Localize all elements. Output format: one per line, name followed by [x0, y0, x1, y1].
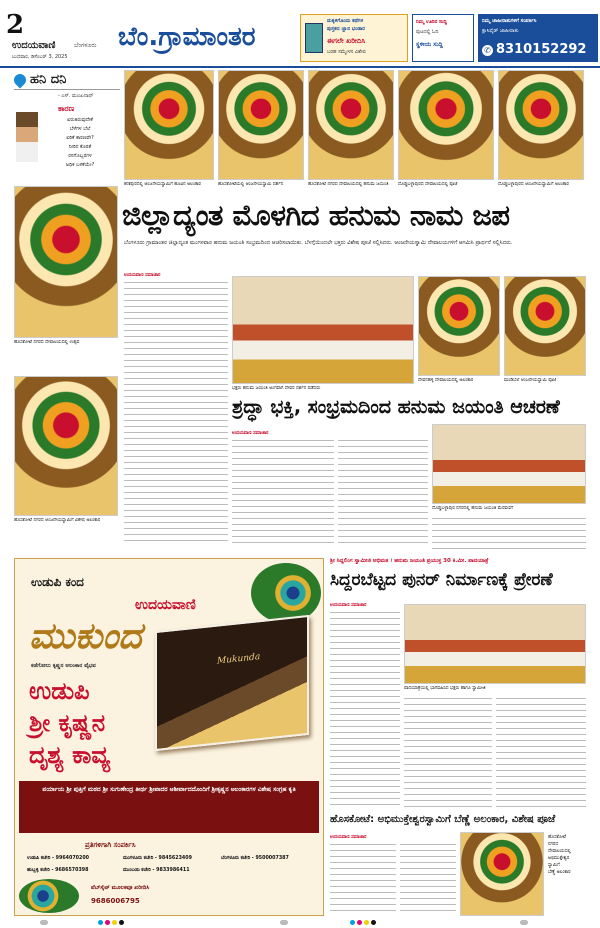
temple-photo [124, 70, 214, 180]
page-number: 2 [6, 10, 25, 40]
contact-item: ಉಡುಪಿ ಕಚೇರಿ - 9964070200 [27, 856, 90, 861]
hosakote-byline: ಉದಯವಾಣಿ ಸಮಾಚಾರ [330, 835, 367, 840]
ad-big-text: ಶ್ರೀ ಕೃಷ್ಣನ [29, 709, 106, 737]
masthead [0, 0, 600, 68]
side-caption-line: ಬೆಣ್ಣೆ ಅಲಂಕಾರ [548, 870, 571, 875]
ad-footer-phone: 9686006795 [91, 897, 140, 905]
hosakote-body [400, 842, 456, 916]
photo-caption: ದೇವನಹಳ್ಳಿ ದೇವಾಲಯದಲ್ಲಿ ಅಲಂಕಾರ [418, 378, 474, 383]
phone-icon: ✆ [482, 45, 493, 56]
ad-books-line: ಬರಹ ಸಮ್ಮೇಳನ ವಿಶೇಷ [327, 49, 366, 55]
photo-caption: ದೊಡ್ಡಬಳ್ಳಾಪುರದ ದೇವಾಲಯದಲ್ಲಿ ಪೂಜೆ [398, 182, 458, 187]
siddara-body [404, 696, 492, 810]
poem-line: ಏರುತಿರುವುದೇಕೆ [67, 117, 93, 123]
temple-photo [308, 70, 394, 180]
ad-big-text: ಉಡುಪಿ [29, 677, 90, 705]
registration-dot [98, 920, 103, 925]
column-title: ಹನಿ ದನಿ [30, 72, 67, 87]
ad-classified-line: ನಿಮ್ಮ ಜಾಹೀರಾತುಗಳಿಗೆ ಸಂಪರ್ಕಿಸಿ [482, 18, 537, 24]
second-body [432, 516, 586, 550]
hosakote-body [330, 842, 396, 916]
registration-dot [520, 920, 528, 925]
column-portrait [16, 112, 38, 162]
ad-books-line: ಮಕ್ಕಳಿಗೊಂದು ಕಥೆಗಳ [327, 18, 364, 24]
registration-dot [105, 920, 110, 925]
registration-marks [0, 918, 600, 928]
photo-caption: ಕನಕಪುರದಲ್ಲಿ ಆಂಜನೇಯಸ್ವಾಮಿಗೆ ಹೂವಿನ ಅಲಂಕಾರ [124, 182, 201, 187]
devotees-photo [232, 276, 414, 384]
second-headline: ಶ್ರದ್ಧಾ ಭಕ್ತಿ, ಸಂಭ್ರಮದಿಂದ ಹನುಮ ಜಯಂತಿ ಆಚರಣೆ [232, 396, 560, 418]
ad-books-line: ಪುಸ್ತಕದ ಜ್ಞಾನ ಭಂಡಾರ [327, 26, 365, 32]
temple-photo [498, 70, 584, 180]
ad-subtitle: ಕಡೆಗೋಲು ಕೃಷ್ಣನ ಅಲಂಕಾರ ವೈಭವ [31, 663, 96, 669]
photo-caption: ಹೊಸಕೋಟೆ ನಗರದ ಆಂಜನೇಯಸ್ವಾಮಿಗೆ ವಿಶೇಷ ಅಲಂಕಾರ [14, 518, 101, 523]
poem-line: ಬೆಳೆಗಳ ಬೆಲೆ [69, 126, 91, 132]
hosakote-headline: ಹೊಸಕೋಟೆ: ಅಭಿಮುಕ್ತೇಶ್ವರಸ್ವಾಮಿಗೆ ಬೆಣ್ಣೆ ಅಲಂಕಾರ, ವಿಶೇಷ ಪೂಜೆ [330, 814, 556, 825]
siddara-headline: ಸಿದ್ದರಬೆಟ್ಟದ ಪುನರ್ ನಿರ್ಮಾಣಕ್ಕೆ ಪ್ರೇರಣೆ [330, 570, 553, 590]
poem-line: ರಸಗೊಬ್ಬರಗಳ [68, 153, 92, 159]
drop-icon [12, 72, 29, 89]
masthead-ad-classified [478, 14, 598, 62]
second-body [232, 438, 334, 548]
procession-photo [432, 424, 586, 504]
ad-details: ಪರ್ಯಾಯ ಶ್ರೀ ಪುತ್ತಿಗೆ ಮಠದ ಶ್ರೀ ಸುಗುಣೇಂದ್ರ ತೀರ್ಥ ಶ್ರೀಪಾದರ ಆಶೀರ್ವಾದದೊಂದಿಗೆ ಶ್ರೀಕೃಷ್ಣನ ಅಲಂಕಾರಗಳ ವಿಶೇಷ ಸಂಗ್ರಹ ಕೃತಿ [42, 786, 296, 793]
column-header [14, 72, 120, 90]
contact-item: ಹುಬ್ಬಳ್ಳಿ ಕಚೇರಿ - 9686570398 [27, 868, 89, 873]
photo-caption: ಹೊಸಕೋಟೆ ನಗರದ ದೇವಾಲಯದಲ್ಲಿ ಹನುಮ ಜಯಂತಿ [308, 182, 389, 187]
side-caption-line: ಸ್ವಾಮಿಗೆ [548, 863, 560, 868]
ad-news-line: ಪುಟದಲ್ಲಿ ಓದಿ [416, 29, 439, 35]
masthead-ad-news [412, 14, 474, 62]
side-caption-line: ಅಭಿಮುಕ್ತೇಶ್ವರ [548, 856, 570, 861]
ad-brand: ಉದಯವಾಣಿ [135, 597, 196, 613]
padayatra-photo [404, 604, 586, 684]
photo-caption: ಮಂಡಿಬೆಲೆ ಆಂಜನೇಯಸ್ವಾಮಿ ಪೂಜೆ [504, 378, 557, 383]
poem-line: ಏರಿಕೆ ಕಾರಣವೇ? [66, 135, 94, 141]
story-body [124, 280, 228, 542]
siddara-byline: ಉದಯವಾಣಿ ಸಮಾಚಾರ [330, 603, 367, 608]
contact-item: ಮುಂಬಯಿ ಕಚೇರಿ - 9833986411 [123, 868, 190, 873]
ad-books-line: ಈಗಲೇ ಖರೀದಿಸಿ [327, 37, 366, 45]
column-author: - ಎಸ್. ಮಂಜುನಾಥ್ [58, 93, 94, 99]
registration-dot [119, 920, 124, 925]
siddara-body [330, 610, 400, 810]
side-caption-line: ಹೊಸಕೋಟೆ [548, 835, 567, 840]
ad-footer: ವೆಬ್‌ಸೈಟ್ ಮೂಲಕವೂ ಖರೀದಿಸಿ [91, 885, 150, 891]
side-caption-line: ನಗರದ [548, 842, 559, 847]
registration-dot [112, 920, 117, 925]
temple-photo [418, 276, 500, 376]
peacock-feather-icon [251, 563, 321, 623]
contact-item: ಮಂಗಳೂರು ಕಚೇರಿ - 9845623409 [123, 856, 192, 861]
temple-photo [14, 186, 118, 338]
photo-caption: ದೊಡ್ಡಬಳ್ಳಾಪುರದ ಆಂಜನೇಯಸ್ವಾಮಿಗೆ ಅಲಂಕಾರ [498, 182, 569, 187]
registration-dot [357, 920, 362, 925]
temple-photo [398, 70, 494, 180]
registration-dot [280, 920, 288, 925]
temple-photo [14, 376, 118, 516]
photo-caption: ಭಕ್ತರು ಹನುಮ ಜಯಂತಿ ಅಂಗವಾಗಿ ದೇವರ ದರ್ಶನ ಪಡೆದರು [232, 386, 321, 391]
ad-news-line: ಸ್ಥಳೀಯ ಸುದ್ದಿ [416, 41, 443, 48]
side-caption-line: ದೇವಾಲಯದಲ್ಲಿ [548, 849, 571, 854]
column-heading: ಕಾರಣ [58, 104, 75, 113]
temple-photo [218, 70, 304, 180]
section-title: ಬೆಂ.ಗ್ರಾಮಾಂತರ [118, 22, 256, 52]
story-byline: ಉದಯವಾಣಿ ಸಮಾಚಾರ [124, 273, 161, 278]
edition-label: ಬೆಂಗಳೂರು [74, 42, 97, 49]
contact-heading: ಪ್ರತಿಗಳಿಗಾಗಿ ಸಂಪರ್ಕಿಸಿ [85, 841, 136, 849]
photo-caption: ದೊಡ್ಡಬಳ್ಳಾಪುರ ನಗರದಲ್ಲಿ ಹನುಮ ಜಯಂತಿ ಮೆರವಣಿಗೆ [432, 506, 514, 511]
book-title: Mukunda [217, 652, 261, 667]
mukunda-ad [14, 558, 324, 916]
column-poem [40, 116, 120, 170]
hosakote-side-caption [548, 834, 588, 876]
date-line: ಬುಧವಾರ, ಡಿಸೆಂಬರ್ 3, 2025 [12, 54, 68, 60]
siddara-kicker: ಶ್ರೀ ಸಿದ್ದಲಿಂಗ ಸ್ವಾಮೀಜಿ ಅಭಿಮತ । ಹನುಮ ಜಯಂತಿ ಪ್ರಯುಕ್ತ 30 ಕಿ.ಮೀ. ಪಾದಯಾತ್ರೆ [330, 558, 489, 564]
photo-caption: ಹೊಸಕೋಟೆ ನಗರದ ದೇವಾಲಯದಲ್ಲಿ ಉತ್ಸವ [14, 340, 80, 345]
siddara-body [496, 696, 586, 810]
ad-title: ಮುಕುಂದ [29, 615, 142, 657]
masthead-ad-books [300, 14, 408, 62]
book-cover [155, 615, 309, 751]
butter-alankara-photo [460, 832, 544, 916]
photo-caption: ಪಾದಯಾತ್ರೆಯಲ್ಲಿ ಭಾಗವಹಿಸಿದ ಭಕ್ತರು ಹಾಗೂ ಸ್ವಾಮೀಜಿ [404, 686, 486, 691]
classified-phone: 8310152292 [496, 42, 587, 57]
main-headline: ಜಿಲ್ಲಾದ್ಯಂತ ಮೊಳಗಿದ ಹನುಮ ನಾಮ ಜಪ [122, 198, 510, 232]
ad-label: ಉಡುಪಿ ಕಂದ [31, 575, 84, 589]
registration-dot [350, 920, 355, 925]
contact-item: ಬೆಂಗಳೂರು ಕಚೇರಿ - 9500007387 [221, 856, 289, 861]
registration-dot [40, 920, 48, 925]
second-body [338, 438, 428, 548]
peacock-feather-icon [19, 879, 79, 913]
poem-line: ನೀರಿನ ಕೊರತೆ [68, 144, 92, 150]
second-byline: ಉದಯವಾಣಿ ಸಮಾಚಾರ [232, 431, 269, 436]
poem-line: ಅಧಿಕ ಬಳಕೆಯೇ? [65, 162, 95, 168]
ad-details-box [19, 781, 319, 833]
photo-caption: ಹೊಸಕೋಟೆಯಲ್ಲಿ ಆಂಜನೇಯಸ್ವಾಮಿ ದರ್ಶನ [218, 182, 284, 187]
temple-photo [504, 276, 586, 376]
ad-classified-line: ಕ್ಲಾಸಿಫೈಡ್ ಜಾಹೀರಾತು [482, 28, 519, 34]
registration-dot [371, 920, 376, 925]
registration-dot [364, 920, 369, 925]
main-lead: ಬೆಂಗಳೂರು ಗ್ರಾಮಾಂತರ ಜಿಲ್ಲಾದ್ಯಂತ ಮಂಗಳವಾರ ಹನುಮ ಜಯಂತಿ ಸಂಭ್ರಮದಿಂದ ಆಚರಿಸಲಾಯಿತು. ಬೆಳಗ್ಗೆಯಿಂದಲೇ ಭಕ್ತರು ವಿಶೇಷ ಪೂಜೆ ಸಲ್ಲಿಸಿದರು. ಆಂಜನೇಯಸ್ವಾಮಿ ದೇವಾಲಯಗಳಿಗೆ ಆಗಮಿಸಿ ಪ್ರಾರ್ಥನೆ ಸಲ್ಲಿಸಿದರು. [124, 240, 513, 246]
paper-name: ಉದಯವಾಣಿ [12, 40, 56, 51]
ad-news-line: ನಿಮ್ಮ ಊರಿನ ಸುದ್ದಿ [416, 19, 447, 25]
book-icon [305, 23, 323, 53]
ad-big-text: ದೃಶ್ಯ ಕಾವ್ಯ [29, 741, 111, 769]
